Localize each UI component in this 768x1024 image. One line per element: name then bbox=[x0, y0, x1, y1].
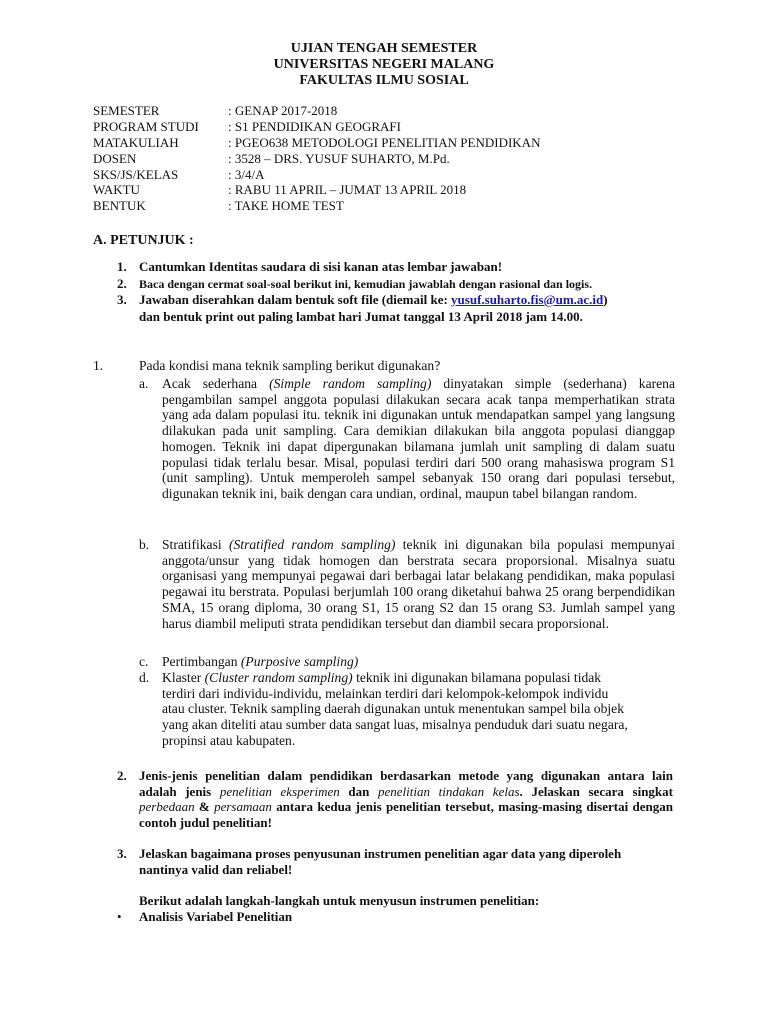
item-text: Stratifikasi bbox=[162, 537, 229, 552]
item-term: (Stratified random sampling) bbox=[228, 537, 396, 552]
instruction-text: Jawaban diserahkan dalam bentuk soft file ( bbox=[139, 292, 387, 307]
question-term: penelitian tindakan kelas bbox=[378, 783, 520, 799]
item-term: (Simple random sampling) bbox=[269, 376, 432, 391]
question-text: Jenis-jenis penelitian dalam pendidikan berdasarkan metode yang digunakan antara lain adalah jenis bbox=[139, 768, 673, 799]
item-term: (Purposive sampling) bbox=[240, 654, 359, 669]
instruction-text: diemail ke: bbox=[386, 292, 452, 307]
item-label: a. bbox=[139, 376, 149, 391]
instruction-1 bbox=[117, 259, 502, 275]
item-term: (Cluster random sampling) bbox=[204, 670, 353, 685]
info-value: : TAKE HOME TEST bbox=[228, 198, 344, 213]
instruction-number: 3. bbox=[117, 292, 127, 307]
instruction-number: 1. bbox=[117, 259, 127, 274]
instruction-text: Baca dengan cermat soal-soal berikut ini, kemudian jawablah dengan rasional dan logis. bbox=[139, 277, 593, 291]
question-text: antara kedua jenis penelitian tersebut, masing-masing disertai dengan contoh judul penelitian! bbox=[139, 799, 673, 830]
answer-item-d bbox=[139, 670, 675, 749]
exam-title: UJIAN TENGAH SEMESTER bbox=[290, 41, 478, 56]
question-1-number: 1. bbox=[93, 358, 104, 373]
info-value: : RABU 11 APRIL – JUMAT 13 APRIL 2018 bbox=[228, 182, 467, 197]
info-label: BENTUK bbox=[93, 198, 146, 213]
question-3 bbox=[117, 846, 673, 877]
email-link[interactable]: yusuf.suharto.fis@um.ac.id bbox=[451, 292, 604, 307]
item-text: teknik ini digunakan bilamana populasi tidak terdiri dari individu-individu, melainkan terdiri dari kelompok-kelompok individu atau cluster. Teknik sampling daerah digunakan untuk menentukan sampel bila objek yang akan diteliti atau sumber data sangat luas, misalnya penduduk dari suatu negara, propinsi atau kabupaten. bbox=[162, 670, 628, 748]
instruction-text: ) bbox=[603, 292, 608, 307]
bullet-dot-icon: • bbox=[117, 909, 122, 924]
info-value: : PGEO638 METODOLOGI PENELITIAN PENDIDIKAN bbox=[228, 135, 541, 150]
question-1-text: Pada kondisi mana teknik sampling berikut digunakan? bbox=[139, 358, 441, 373]
info-label: WAKTU bbox=[93, 182, 140, 197]
info-label: PROGRAM STUDI bbox=[93, 119, 199, 134]
faculty-name: FAKULTAS ILMU SOSIAL bbox=[299, 73, 469, 88]
info-row-matakuliah bbox=[93, 135, 540, 151]
instruction-number: 2. bbox=[117, 276, 127, 291]
item-label: c. bbox=[139, 654, 149, 669]
university-name: UNIVERSITAS NEGERI MALANG bbox=[273, 57, 495, 72]
info-value: : GENAP 2017-2018 bbox=[228, 103, 338, 118]
question-text: dan bbox=[339, 783, 379, 799]
question-term: persamaan bbox=[214, 799, 272, 814]
item-text: Acak sederhana bbox=[162, 376, 270, 391]
question-2 bbox=[117, 768, 673, 830]
step-bullet-1 bbox=[117, 909, 292, 925]
instruction-2 bbox=[117, 276, 592, 292]
question-text: & bbox=[194, 799, 215, 814]
question-term: perbedaan bbox=[139, 799, 195, 814]
info-label: SKS/JS/KELAS bbox=[93, 167, 179, 182]
item-text: Pertimbangan bbox=[162, 654, 241, 669]
question-number: 3. bbox=[117, 846, 127, 861]
question-text: Jelaskan bagaimana proses penyusunan instrumen penelitian agar data yang diperoleh nantinya valid dan reliabel! bbox=[139, 846, 622, 877]
item-text: teknik ini digunakan bila populasi mempunyai anggota/unsur yang tidak homogen dan berstrata secara proporsional. Misalnya suatu organisasi yang mempunyai pegawai dari berbagai latar belakang pendidikan, maka populasi pegawai itu berstrata. Populasi berjumlah 100 orang diketahui bahwa 25 orang berpendidikan SMA, 15 orang diploma, 30 orang S1, 15 orang S2 dan 15 orang S3. Jumlah sampel yang harus diambil meliputi strata pendidikan tersebut dan diambil secara proporsional. bbox=[162, 537, 675, 631]
info-row-semester bbox=[93, 103, 337, 119]
item-label: b. bbox=[139, 537, 150, 552]
item-text: dinyatakan simple (sederhana) karena pengambilan sampel anggota populasi dilakukan secara acak tanpa memperhatikan strata yang ada dalam populasi itu. teknik ini digunakan untuk mendapatkan sampel yang langsung dilakukan pada unit sampling. Cara demikian dilakukan bila anggota populasi dianggap homogen. Teknik ini dapat dipergunakan bilamana jumlah unit sampling di dalam suatu populasi tidak terlalu besar. Misal, populasi terdiri dari 500 orang mahasiswa program S1 (unit sampling). Untuk memperoleh sampel sebanyak 150 orang dari populasi tersebut, digunakan teknik ini, baik dengan cara undian, ordinal, maupun tabel bilangan random. bbox=[162, 376, 675, 501]
info-row-program-studi bbox=[93, 119, 401, 135]
instruction-3-line-2: dan bentuk print out paling lambat hari Jumat tanggal 13 April 2018 jam 14.00. bbox=[139, 309, 583, 324]
answer-item-a bbox=[139, 376, 675, 502]
instruction-3 bbox=[117, 292, 608, 308]
instruction-text: Cantumkan Identitas saudara di sisi kanan atas lembar jawaban! bbox=[139, 259, 503, 274]
info-label: MATAKULIAH bbox=[93, 135, 179, 150]
info-value: : 3528 – DRS. YUSUF SUHARTO, M.Pd. bbox=[228, 151, 450, 166]
info-row-sks bbox=[93, 167, 264, 183]
info-label: DOSEN bbox=[93, 151, 137, 166]
info-value: : S1 PENDIDIKAN GEOGRAFI bbox=[228, 119, 401, 134]
question-term: penelitian eksperimen bbox=[219, 783, 340, 799]
item-label: d. bbox=[139, 670, 150, 685]
section-heading-petunjuk: A. PETUNJUK : bbox=[93, 233, 194, 248]
steps-intro: Berikut adalah langkah-langkah untuk menyusun instrumen penelitian: bbox=[139, 893, 540, 908]
info-label: SEMESTER bbox=[93, 103, 160, 118]
item-text: Klaster bbox=[162, 670, 205, 685]
step-text: Analisis Variabel Penelitian bbox=[139, 909, 293, 924]
answer-item-b bbox=[139, 537, 675, 631]
question-number: 2. bbox=[117, 768, 127, 783]
info-row-bentuk bbox=[93, 198, 344, 214]
info-row-waktu bbox=[93, 182, 466, 198]
answer-item-c bbox=[139, 654, 675, 670]
info-value: : 3/4/A bbox=[228, 167, 265, 182]
question-text: . Jelaskan secara singkat bbox=[519, 783, 673, 799]
info-row-dosen bbox=[93, 151, 450, 167]
